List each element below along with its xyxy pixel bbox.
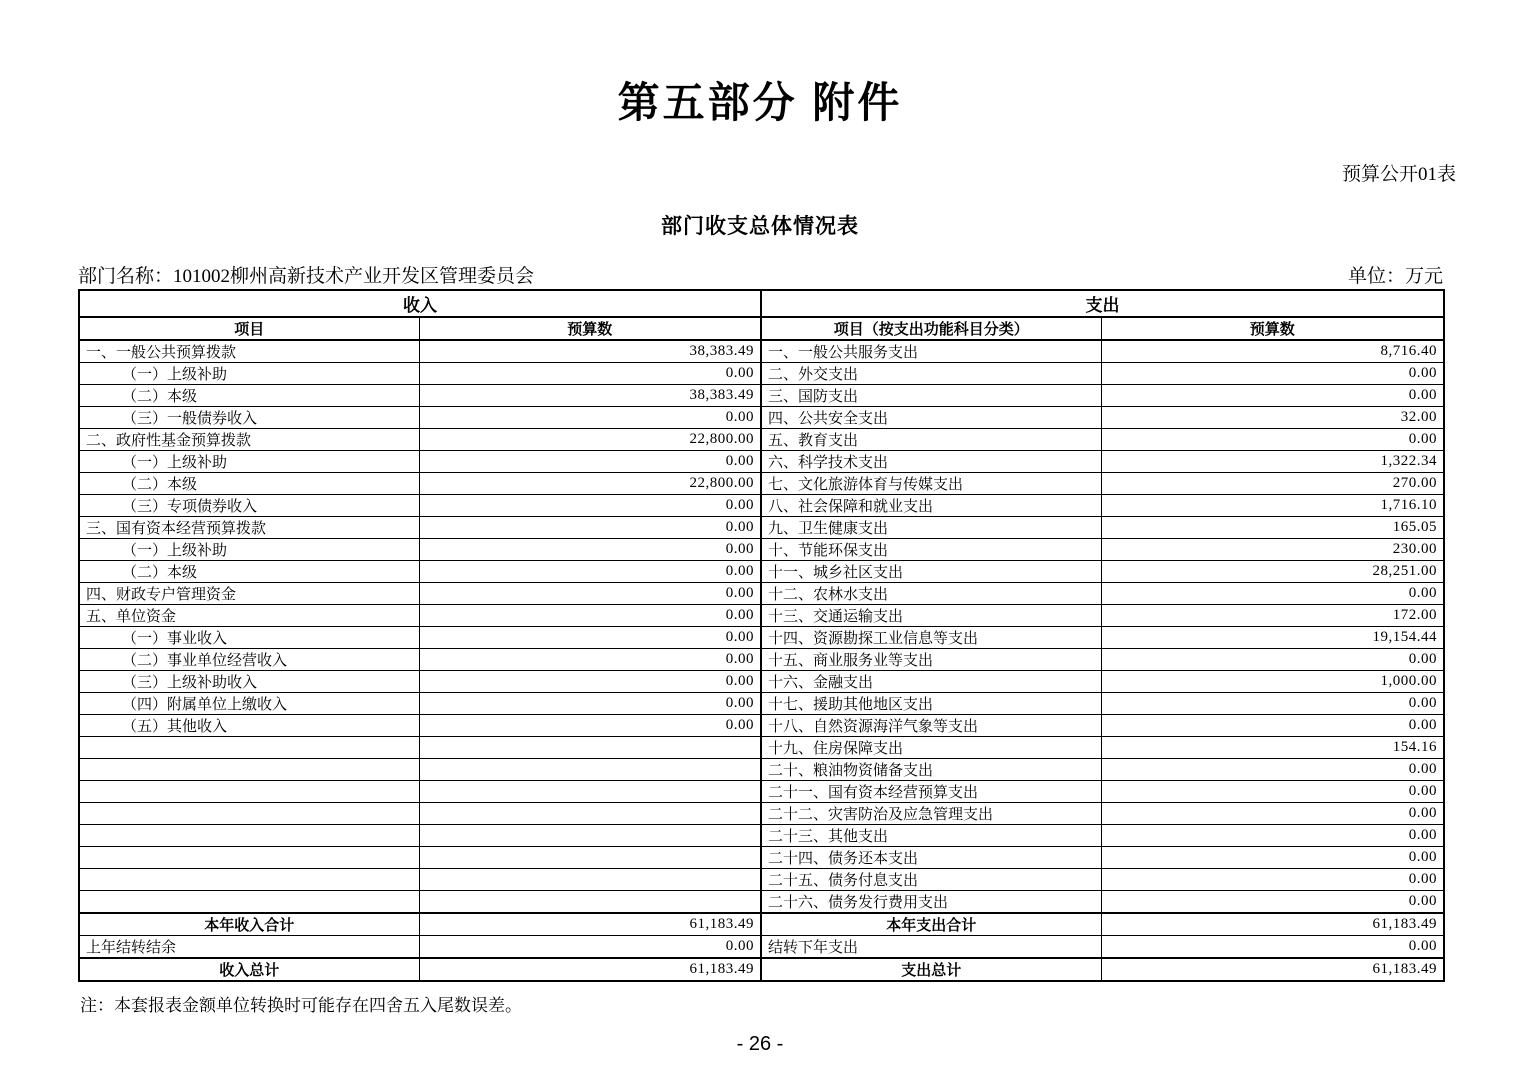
table-title: 部门收支总体情况表 <box>661 214 859 238</box>
table-row <box>79 671 1444 693</box>
summary-row <box>79 936 1444 959</box>
expenditure-value-cell: 154.16 <box>1101 737 1444 759</box>
table-row <box>79 517 1444 539</box>
expenditure-value-cell: 8,716.40 <box>1101 340 1444 363</box>
revenue-value-cell: 0.00 <box>419 671 761 693</box>
table-row <box>79 429 1444 451</box>
table-row <box>79 891 1444 914</box>
revenue-value-cell: 38,383.49 <box>419 385 761 407</box>
table-row <box>79 737 1444 759</box>
table-row <box>79 627 1444 649</box>
table-row <box>79 803 1444 825</box>
revenue-item-cell <box>79 891 419 914</box>
table-row <box>79 451 1444 473</box>
expenditure-value-cell: 0.00 <box>1101 825 1444 847</box>
table-meta-row <box>78 261 1443 288</box>
revenue-value-cell: 0.00 <box>419 605 761 627</box>
revenue-value-cell: 0.00 <box>419 495 761 517</box>
expenditure-summary-label-cell: 结转下年支出 <box>761 936 1101 959</box>
revenue-value-cell <box>419 825 761 847</box>
expenditure-value-cell: 0.00 <box>1101 385 1444 407</box>
revenue-value-cell: 0.00 <box>419 517 761 539</box>
revenue-item-cell <box>79 759 419 781</box>
expenditure-item-cell: 二十六、债务发行费用支出 <box>761 891 1101 914</box>
table-row <box>79 340 1444 363</box>
revenue-value-cell: 0.00 <box>419 407 761 429</box>
department-name-label: 部门名称：101002柳州高新技术产业开发区管理委员会 <box>78 266 535 287</box>
expenditure-value-cell: 0.00 <box>1101 891 1444 914</box>
table-row <box>79 561 1444 583</box>
revenue-value-cell <box>419 737 761 759</box>
expenditure-value-cell: 230.00 <box>1101 539 1444 561</box>
expenditure-item-cell: 二、外交支出 <box>761 363 1101 385</box>
revenue-value-cell <box>419 869 761 891</box>
revenue-item-cell: （二）本级 <box>79 561 419 583</box>
revenue-item-cell <box>79 847 419 869</box>
revenue-value-cell: 0.00 <box>419 363 761 385</box>
column-header-row <box>79 317 1444 340</box>
revenue-value-cell <box>419 781 761 803</box>
table-row <box>79 715 1444 737</box>
page-number: - 26 - <box>736 1033 784 1055</box>
revenue-summary-label-cell: 收入总计 <box>79 958 419 981</box>
expenditure-value-cell: 1,322.34 <box>1101 451 1444 473</box>
table-row <box>79 649 1444 671</box>
expenditure-item-cell: 六、科学技术支出 <box>761 451 1101 473</box>
table-row <box>79 407 1444 429</box>
summary-row <box>79 958 1444 981</box>
revenue-item-column-header: 项目 <box>79 317 419 340</box>
expenditure-item-cell: 四、公共安全支出 <box>761 407 1101 429</box>
revenue-item-cell <box>79 781 419 803</box>
expenditure-item-cell: 八、社会保障和就业支出 <box>761 495 1101 517</box>
revenue-value-cell: 0.00 <box>419 693 761 715</box>
expenditure-value-cell: 0.00 <box>1101 781 1444 803</box>
revenue-value-cell: 0.00 <box>419 627 761 649</box>
expenditure-item-cell: 一、一般公共服务支出 <box>761 340 1101 363</box>
expenditure-value-cell: 0.00 <box>1101 759 1444 781</box>
revenue-value-cell <box>419 891 761 914</box>
expenditure-budget-column-header: 预算数 <box>1101 317 1444 340</box>
revenue-item-cell: 三、国有资本经营预算拨款 <box>79 517 419 539</box>
revenue-summary-value-cell: 61,183.49 <box>419 913 761 936</box>
table-row <box>79 495 1444 517</box>
summary-row <box>79 913 1444 936</box>
revenue-value-cell: 0.00 <box>419 649 761 671</box>
expenditure-value-cell: 0.00 <box>1101 847 1444 869</box>
revenue-item-cell: （三）一般债券收入 <box>79 407 419 429</box>
expenditure-item-cell: 十八、自然资源海洋气象等支出 <box>761 715 1101 737</box>
revenue-summary-label-cell: 上年结转结余 <box>79 936 419 959</box>
revenue-summary-value-cell: 61,183.49 <box>419 958 761 981</box>
expenditure-item-cell: 十三、交通运输支出 <box>761 605 1101 627</box>
expenditure-value-cell: 0.00 <box>1101 429 1444 451</box>
expenditure-value-cell: 0.00 <box>1101 693 1444 715</box>
table-row <box>79 847 1444 869</box>
expenditure-value-cell: 32.00 <box>1101 407 1444 429</box>
revenue-item-cell: 一、一般公共预算拨款 <box>79 340 419 363</box>
expenditure-value-cell: 0.00 <box>1101 363 1444 385</box>
expenditure-value-cell: 0.00 <box>1101 649 1444 671</box>
expenditure-item-cell: 十五、商业服务业等支出 <box>761 649 1101 671</box>
expenditure-item-cell: 五、教育支出 <box>761 429 1101 451</box>
revenue-item-cell: （二）本级 <box>79 385 419 407</box>
expenditure-item-cell: 十一、城乡社区支出 <box>761 561 1101 583</box>
revenue-value-cell: 0.00 <box>419 715 761 737</box>
expenditure-item-cell: 十七、援助其他地区支出 <box>761 693 1101 715</box>
expenditure-item-cell: 二十、粮油物资储备支出 <box>761 759 1101 781</box>
expenditure-item-column-header: 项目（按支出功能科目分类） <box>761 317 1101 340</box>
revenue-item-cell <box>79 825 419 847</box>
expenditure-item-cell: 三、国防支出 <box>761 385 1101 407</box>
revenue-item-cell: （四）附属单位上缴收入 <box>79 693 419 715</box>
revenue-item-cell: （一）上级补助 <box>79 363 419 385</box>
revenue-budget-column-header: 预算数 <box>419 317 761 340</box>
expenditure-summary-label-cell: 支出总计 <box>761 958 1101 981</box>
table-row <box>79 539 1444 561</box>
revenue-item-cell <box>79 869 419 891</box>
revenue-value-cell <box>419 803 761 825</box>
expenditure-value-cell: 172.00 <box>1101 605 1444 627</box>
revenue-value-cell: 0.00 <box>419 451 761 473</box>
expenditure-value-cell: 0.00 <box>1101 869 1444 891</box>
expenditure-item-cell: 二十四、债务还本支出 <box>761 847 1101 869</box>
expenditure-value-cell: 28,251.00 <box>1101 561 1444 583</box>
document-title: 第五部分 附件 <box>617 79 903 126</box>
revenue-item-cell: （一）事业收入 <box>79 627 419 649</box>
expenditure-value-cell: 1,716.10 <box>1101 495 1444 517</box>
footnote: 注：本套报表金额单位转换时可能存在四舍五入尾数误差。 <box>80 996 522 1015</box>
expenditure-item-cell: 二十二、灾害防治及应急管理支出 <box>761 803 1101 825</box>
table-row <box>79 473 1444 495</box>
expenditure-summary-value-cell: 61,183.49 <box>1101 913 1444 936</box>
band-header-row <box>79 290 1444 317</box>
table-row <box>79 693 1444 715</box>
revenue-value-cell: 0.00 <box>419 583 761 605</box>
expenditure-item-cell: 二十五、债务付息支出 <box>761 869 1101 891</box>
table-row <box>79 759 1444 781</box>
expenditure-item-cell: 二十一、国有资本经营预算支出 <box>761 781 1101 803</box>
expenditure-value-cell: 0.00 <box>1101 583 1444 605</box>
expenditure-value-cell: 19,154.44 <box>1101 627 1444 649</box>
expenditure-item-cell: 十、节能环保支出 <box>761 539 1101 561</box>
expenditure-item-cell: 七、文化旅游体育与传媒支出 <box>761 473 1101 495</box>
revenue-item-cell: （三）专项债券收入 <box>79 495 419 517</box>
expenditure-value-cell: 0.00 <box>1101 715 1444 737</box>
revenue-value-cell: 22,800.00 <box>419 429 761 451</box>
expenditure-summary-label-cell: 本年支出合计 <box>761 913 1101 936</box>
revenue-item-cell: 四、财政专户管理资金 <box>79 583 419 605</box>
expenditure-item-cell: 十九、住房保障支出 <box>761 737 1101 759</box>
revenue-summary-value-cell: 0.00 <box>419 936 761 959</box>
unit-label: 单位：万元 <box>1347 266 1443 287</box>
revenue-value-cell: 0.00 <box>419 539 761 561</box>
revenue-value-cell <box>419 847 761 869</box>
revenue-item-cell: （二）本级 <box>79 473 419 495</box>
table-row <box>79 825 1444 847</box>
revenue-summary-label-cell: 本年收入合计 <box>79 913 419 936</box>
table-row <box>79 583 1444 605</box>
revenue-item-cell <box>79 737 419 759</box>
expenditure-item-cell: 十二、农林水支出 <box>761 583 1101 605</box>
table-row <box>79 363 1444 385</box>
revenue-value-cell <box>419 759 761 781</box>
revenue-band-header: 收入 <box>79 290 761 317</box>
table-row <box>79 869 1444 891</box>
revenue-item-cell: （二）事业单位经营收入 <box>79 649 419 671</box>
table-body <box>79 340 1444 981</box>
expenditure-value-cell: 1,000.00 <box>1101 671 1444 693</box>
revenue-value-cell: 22,800.00 <box>419 473 761 495</box>
budget-table <box>78 289 1445 982</box>
expenditure-band-header: 支出 <box>761 290 1444 317</box>
revenue-item-cell: （三）上级补助收入 <box>79 671 419 693</box>
revenue-item-cell: （五）其他收入 <box>79 715 419 737</box>
revenue-item-cell: 二、政府性基金预算拨款 <box>79 429 419 451</box>
table-row <box>79 385 1444 407</box>
revenue-item-cell: （一）上级补助 <box>79 539 419 561</box>
revenue-item-cell: （一）上级补助 <box>79 451 419 473</box>
expenditure-item-cell: 十四、资源勘探工业信息等支出 <box>761 627 1101 649</box>
expenditure-item-cell: 九、卫生健康支出 <box>761 517 1101 539</box>
revenue-value-cell: 38,383.49 <box>419 340 761 363</box>
expenditure-summary-value-cell: 0.00 <box>1101 936 1444 959</box>
table-row <box>79 605 1444 627</box>
revenue-value-cell: 0.00 <box>419 561 761 583</box>
revenue-item-cell <box>79 803 419 825</box>
expenditure-value-cell: 270.00 <box>1101 473 1444 495</box>
expenditure-summary-value-cell: 61,183.49 <box>1101 958 1444 981</box>
expenditure-item-cell: 十六、金融支出 <box>761 671 1101 693</box>
revenue-item-cell: 五、单位资金 <box>79 605 419 627</box>
expenditure-item-cell: 二十三、其他支出 <box>761 825 1101 847</box>
table-row <box>79 781 1444 803</box>
expenditure-value-cell: 0.00 <box>1101 803 1444 825</box>
expenditure-value-cell: 165.05 <box>1101 517 1444 539</box>
sheet-number-label: 预算公开01表 <box>1341 164 1456 185</box>
